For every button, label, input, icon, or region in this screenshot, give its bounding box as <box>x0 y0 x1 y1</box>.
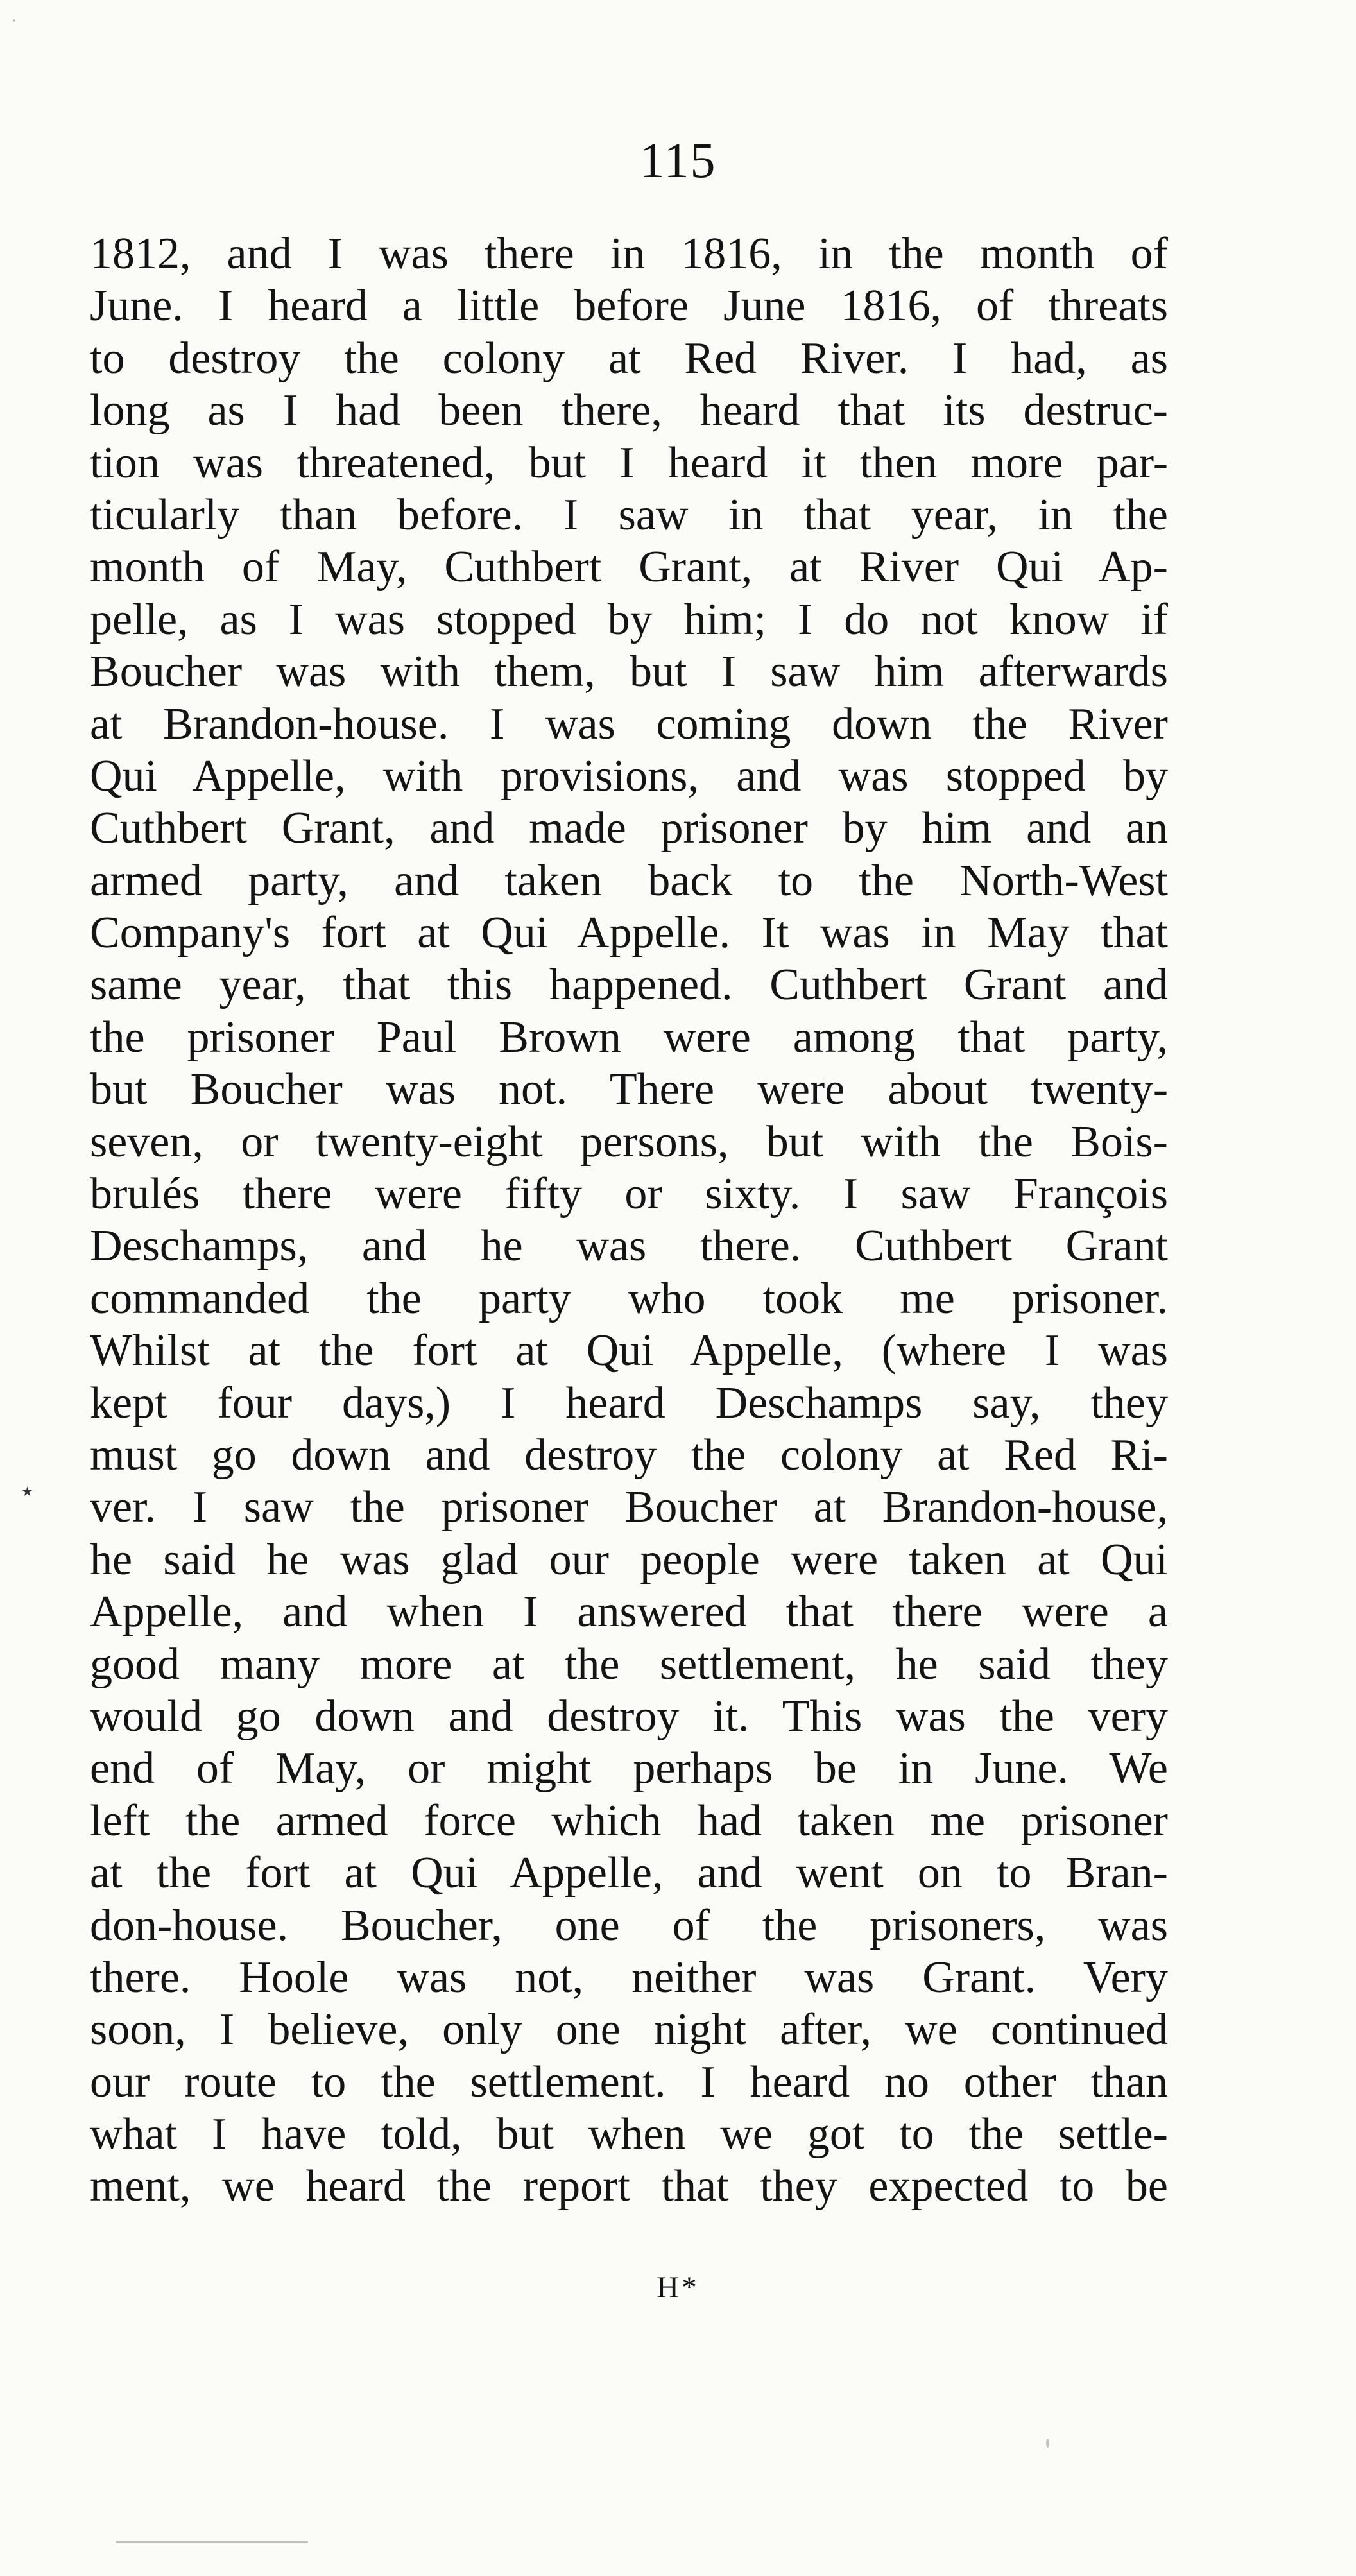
text-line: to destroy the colony at Red River. I had, as <box>90 333 1168 383</box>
text-line: soon, I believe, only one night after, we continued <box>90 2005 1168 2055</box>
text-line: tion was threatened, but I heard it then more par- <box>90 438 1168 488</box>
text-line: don-house. Boucher, one of the prisoners, was <box>90 1900 1168 1950</box>
text-line: Appelle, and when I answered that there were a <box>90 1587 1168 1637</box>
text-line: ver. I saw the prisoner Boucher at Brandon-house, <box>90 1482 1168 1533</box>
text-line: the prisoner Paul Brown were among that party, <box>90 1012 1168 1062</box>
signature-mark: H* <box>657 2271 699 2305</box>
text-line: seven, or twenty-eight persons, but with the Bois- <box>90 1117 1168 1167</box>
paper-speck <box>1046 2439 1049 2448</box>
text-line: brulés there were fifty or sixty. I saw François <box>90 1169 1168 1219</box>
text-line: month of May, Cuthbert Grant, at River Qui Ap- <box>90 542 1168 592</box>
paper-speck <box>13 19 15 22</box>
paper-speck <box>1136 1720 1140 1726</box>
text-line: kept four days,) I heard Deschamps say, they <box>90 1378 1168 1428</box>
text-line: would go down and destroy it. This was the very <box>90 1691 1168 1741</box>
text-line: armed party, and taken back to the North-West <box>90 855 1168 906</box>
text-line: commanded the party who took me prisoner. <box>90 1273 1168 1323</box>
text-line: Boucher was with them, but I saw him afterwards <box>90 647 1168 697</box>
text-line: Company's fort at Qui Appelle. It was in May that <box>90 908 1168 958</box>
text-line: 1812, and I was there in 1816, in the month of <box>90 229 1168 279</box>
text-line: at Brandon-house. I was coming down the River <box>90 699 1168 749</box>
body-text <box>90 228 1168 2213</box>
text-line: left the armed force which had taken me prisoner <box>90 1796 1168 1846</box>
text-line: at the fort at Qui Appelle, and went on to Bran- <box>90 1848 1168 1898</box>
text-line: what I have told, but when we got to the settle- <box>90 2109 1168 2160</box>
margin-mark: ⋆ <box>19 1477 36 1506</box>
text-line: but Boucher was not. There were about twenty- <box>90 1065 1168 1115</box>
text-line: pelle, as I was stopped by him; I do not know if <box>90 594 1168 644</box>
page-number: 115 <box>639 132 717 188</box>
text-line: June. I heard a little before June 1816, of threats <box>90 281 1168 331</box>
text-line: our route to the settlement. I heard no other than <box>90 2057 1168 2107</box>
text-line: good many more at the settlement, he said they <box>90 1639 1168 1689</box>
text-line: he said he was glad our people were taken at Qui <box>90 1534 1168 1584</box>
text-line: ticularly than before. I saw in that year, in the <box>90 490 1168 540</box>
text-line: long as I had been there, heard that its destruc- <box>90 386 1168 436</box>
text-line: there. Hoole was not, neither was Grant. Very <box>90 1952 1168 2002</box>
text-line: Cuthbert Grant, and made prisoner by him and an <box>90 803 1168 854</box>
text-line: same year, that this happened. Cuthbert Grant and <box>90 960 1168 1010</box>
text-line: Qui Appelle, with provisions, and was stopped by <box>90 751 1168 801</box>
text-line: must go down and destroy the colony at Red Ri- <box>90 1430 1168 1480</box>
text-line: ment, we heard the report that they expected to be <box>90 2161 1168 2211</box>
text-line: Deschamps, and he was there. Cuthbert Grant <box>90 1221 1168 1271</box>
text-line: end of May, or might perhaps be in June. We <box>90 1744 1168 1794</box>
paper-speck <box>116 2541 308 2543</box>
text-line: Whilst at the fort at Qui Appelle, (where I was <box>90 1326 1168 1376</box>
